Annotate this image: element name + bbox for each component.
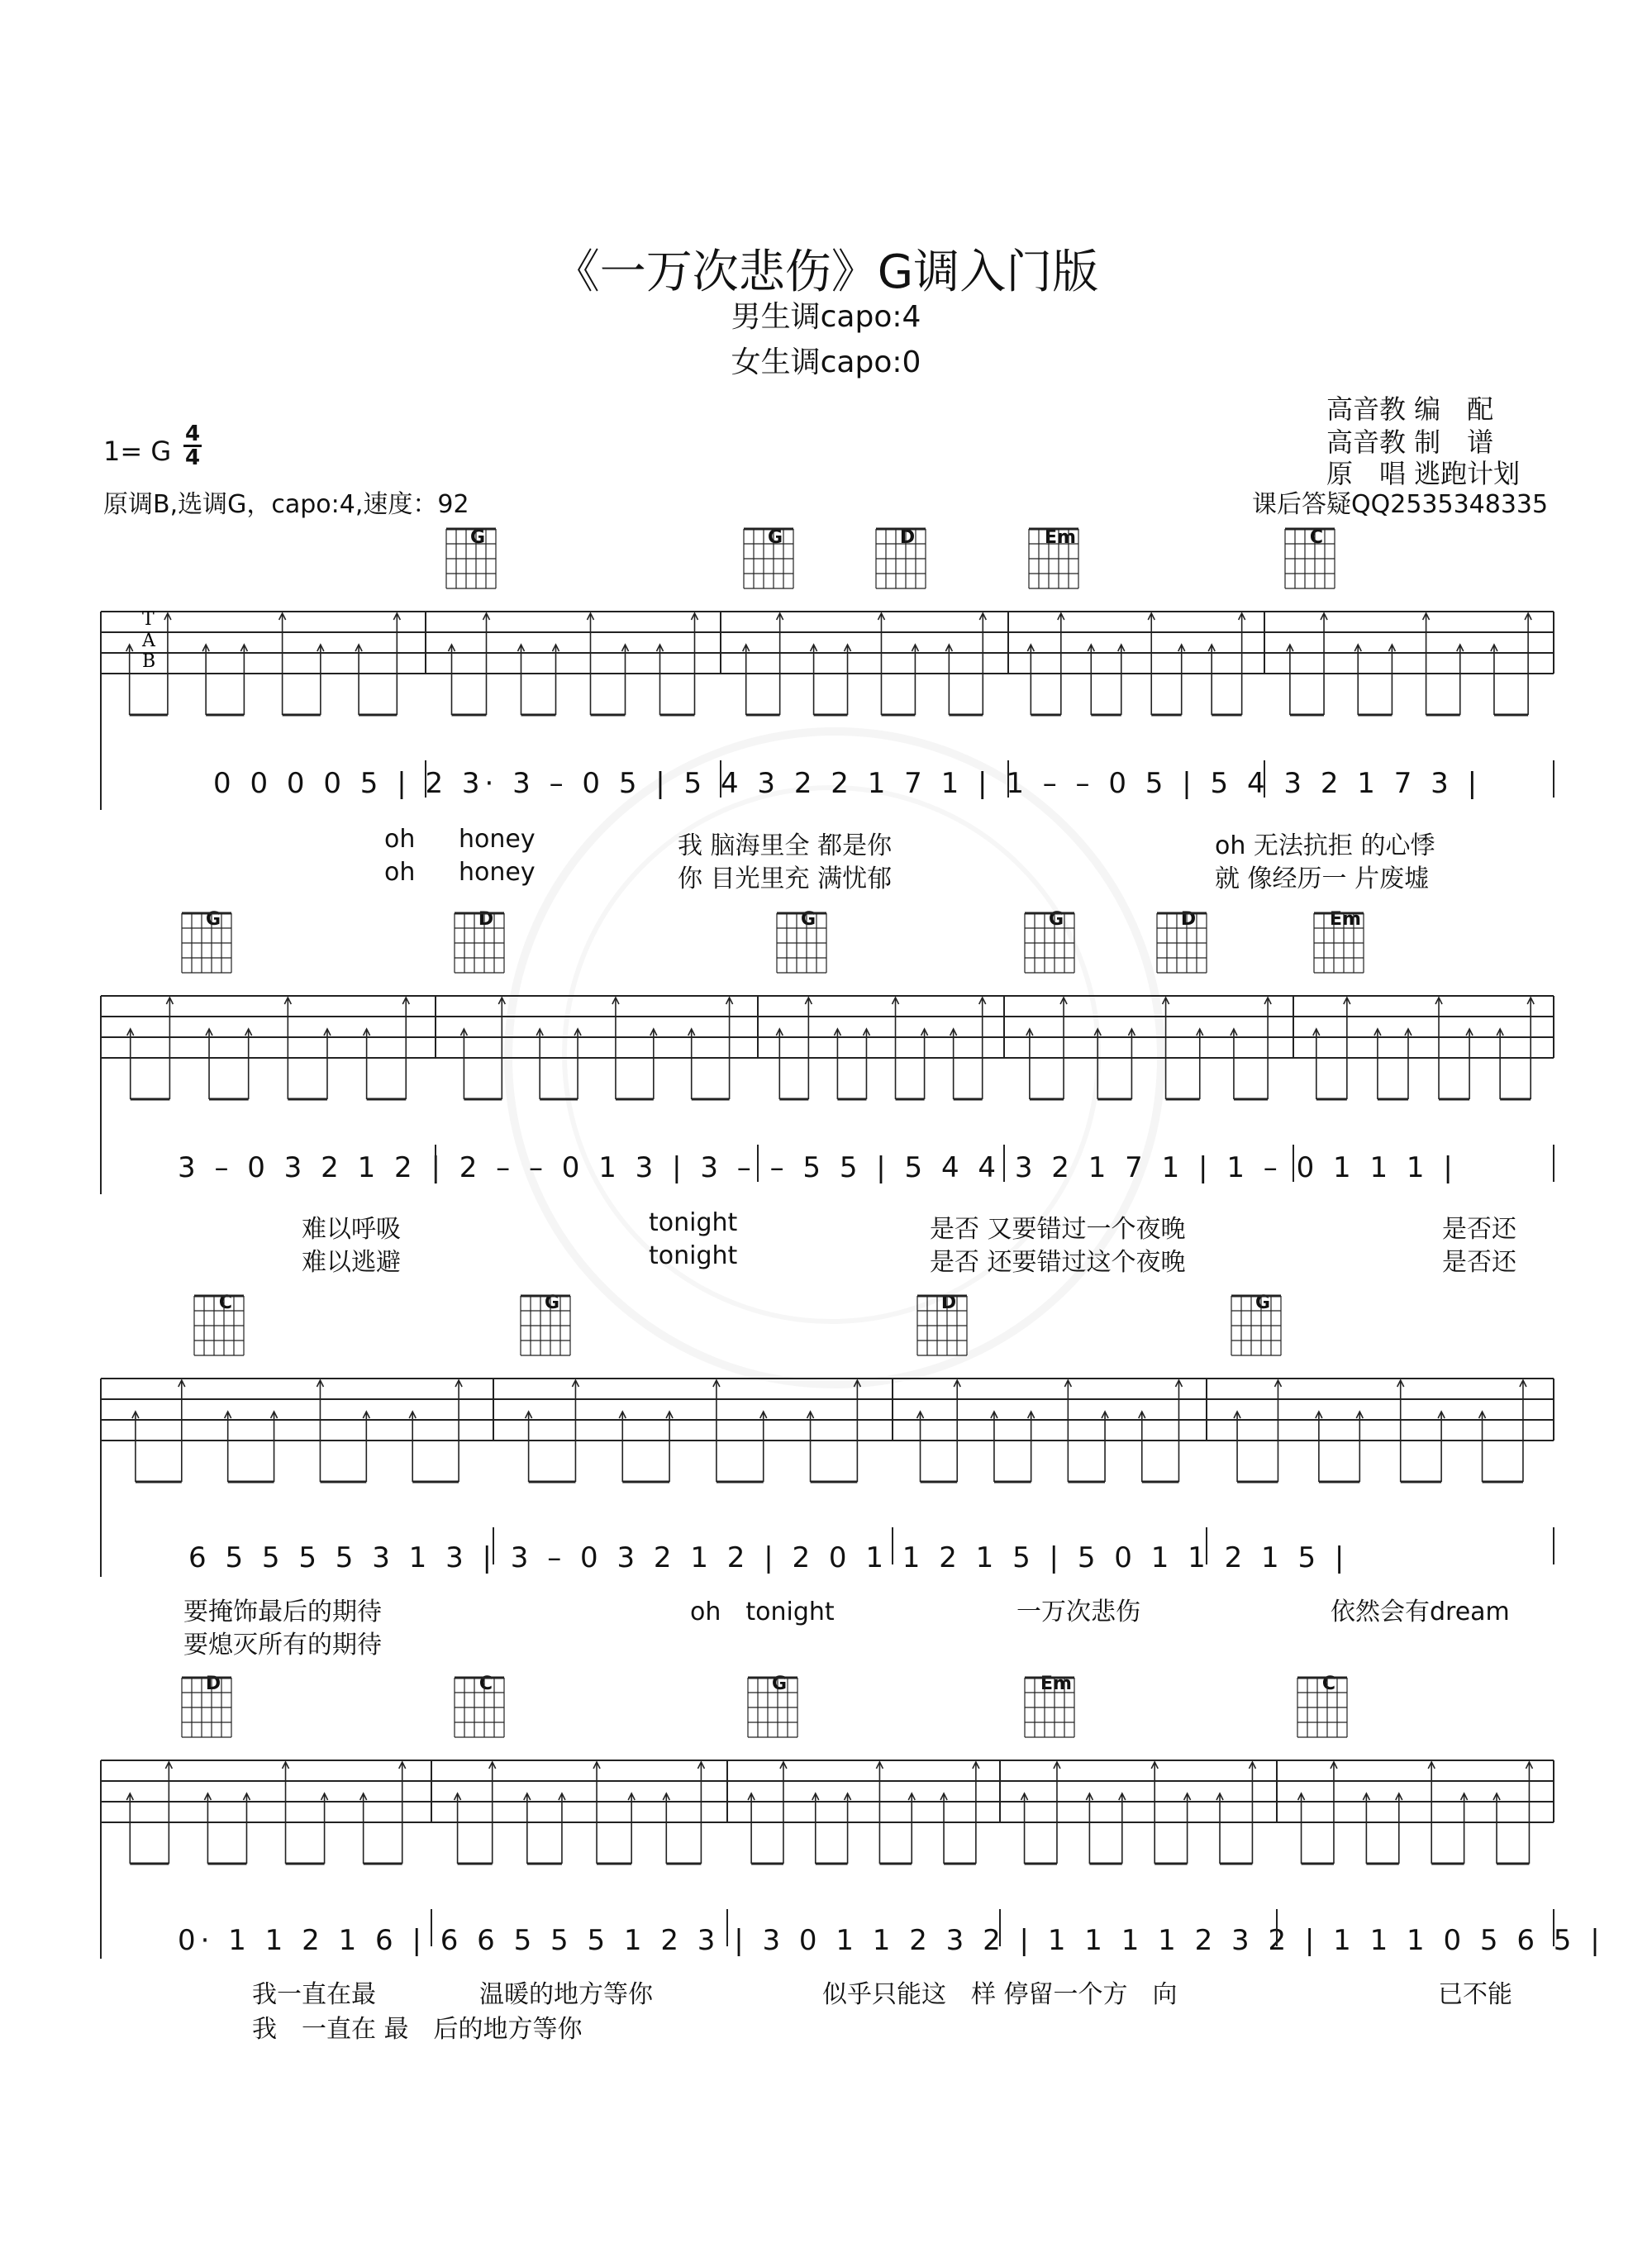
lyric: oh xyxy=(384,858,416,887)
lyric: 已不能 xyxy=(1438,1980,1512,2009)
notation-line: 6 5 5 5 5 3 1 3 | 3 – 0 3 2 1 2 | 2 0 1 1 2 1 5 | 5 0 1 1 2 1 5 | xyxy=(188,1541,1350,1574)
credit-transcriber: 高音教 制 谱 xyxy=(1326,426,1494,458)
credit-singer: 原 唱 逃跑计划 xyxy=(1326,458,1521,489)
chord-name: D xyxy=(940,1293,957,1313)
chord-name: G xyxy=(1048,909,1064,930)
lyric: 是否 又要错过一个夜晚 xyxy=(930,1215,1186,1244)
lyric: 温暖的地方等你 xyxy=(479,1980,653,2009)
chord-name: G xyxy=(771,1674,788,1694)
notation-line: 3 – 0 3 2 1 2 | 2 – – 0 1 3 | 3 – – 5 5 | 5 4 4 3 2 1 7 1 | 1 – 0 1 1 1 | xyxy=(178,1151,1458,1184)
chord-name: G xyxy=(205,909,221,930)
lyric: oh 无法抗拒 的心悸 xyxy=(1215,831,1435,860)
lyric: 我一直在最 xyxy=(252,1980,376,2009)
tab-clef-letter: B xyxy=(142,651,156,672)
lyric: 是否还 xyxy=(1442,1215,1516,1244)
time-sig-top: 4 xyxy=(184,421,201,446)
chord-name: C xyxy=(1321,1674,1336,1694)
chord-name: C xyxy=(218,1293,233,1313)
chord-name: D xyxy=(1180,909,1197,930)
notation-line: 0· 1 1 2 1 6 | 6 6 5 5 5 1 2 3 | 3 0 1 1 2 3 2 | 1 1 1 1 2 3 2 | 1 1 1 0 5 6 5 | xyxy=(178,1924,1605,1957)
tuning-info: 原调B,选调G，capo:4,速度：92 xyxy=(103,490,469,519)
lyric: 难以呼吸 xyxy=(302,1215,401,1244)
key-signature: 1= G xyxy=(103,436,172,467)
chord-name: G xyxy=(469,527,486,548)
lyric: oh tonight xyxy=(690,1598,835,1626)
lyric: 我 脑海里全 都是你 xyxy=(678,831,893,860)
chord-name: G xyxy=(1254,1293,1271,1313)
credit-arranger: 高音教 编 配 xyxy=(1326,393,1494,425)
chord-name: C xyxy=(478,1674,493,1694)
lyric: 要掩饰最后的期待 xyxy=(183,1598,382,1626)
lyric: 我 一直在 最 后的地方等你 xyxy=(252,2015,583,2044)
tab-clef-letter: T xyxy=(142,609,155,630)
chord-name: G xyxy=(767,527,783,548)
chord-name: C xyxy=(1309,527,1324,548)
lyric: 要熄灭所有的期待 xyxy=(183,1631,382,1660)
lyric: tonight xyxy=(649,1208,738,1237)
chord-name: G xyxy=(544,1293,560,1313)
chord-name: D xyxy=(478,909,494,930)
song-title: 《一万次悲伤》G调入门版 xyxy=(553,245,1099,299)
lyric: 依然会有dream xyxy=(1331,1598,1510,1626)
lyric: oh xyxy=(384,825,416,854)
lyric: 你 目光里充 满忧郁 xyxy=(678,864,893,893)
lyric: honey xyxy=(459,825,536,854)
lyric: 一万次悲伤 xyxy=(1016,1598,1140,1626)
notation-line: 0 0 0 0 5 | 2 3· 3 – 0 5 | 5 4 3 2 2 1 7 1 | 1 – – 0 5 | 5 4 3 2 1 7 3 | xyxy=(213,767,1483,800)
lyric: 是否还 xyxy=(1442,1248,1516,1277)
tab-clef-letter: A xyxy=(142,631,155,651)
lyric: tonight xyxy=(649,1241,738,1270)
lyric: honey xyxy=(459,858,536,887)
chord-name: Em xyxy=(1330,909,1361,930)
chord-name: Em xyxy=(1040,1674,1072,1694)
chord-name: G xyxy=(800,909,816,930)
time-sig-bottom: 4 xyxy=(184,445,201,470)
lyric: 似乎只能这 样 停留一个方 向 xyxy=(822,1980,1178,2009)
capo-female: 女生调capo:0 xyxy=(731,345,921,379)
chord-name: D xyxy=(205,1674,221,1694)
lyric: 是否 还要错过这个夜晚 xyxy=(930,1248,1186,1277)
lyric: 难以逃避 xyxy=(302,1248,401,1277)
lyric: 就 像经历一 片废墟 xyxy=(1215,864,1430,893)
chord-name: D xyxy=(899,527,916,548)
capo-male: 男生调capo:4 xyxy=(731,300,921,334)
credit-qa: 课后答疑QQ2535348335 xyxy=(1252,490,1549,519)
chord-name: Em xyxy=(1045,527,1076,548)
